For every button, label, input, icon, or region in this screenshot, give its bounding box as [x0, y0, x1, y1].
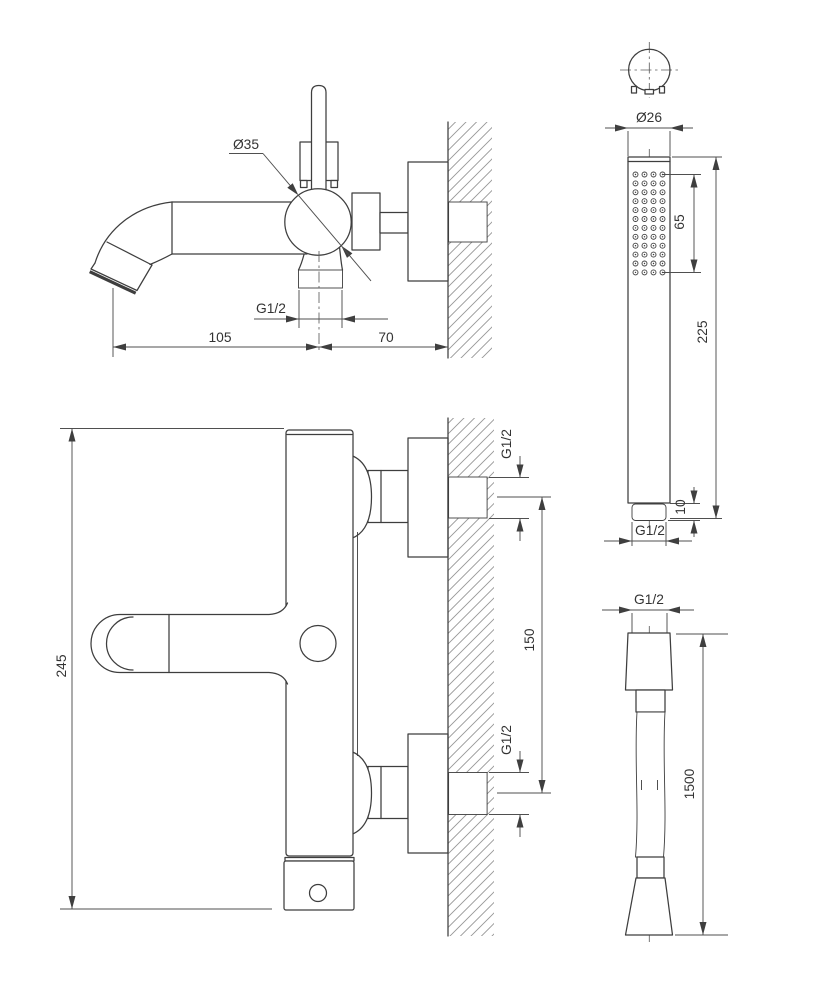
dim-label-245: 245	[54, 654, 69, 678]
dim-label-diameter-26: Ø26	[635, 110, 663, 125]
wall-flange-bottom	[408, 734, 448, 853]
dim-projection	[113, 288, 448, 357]
dim-label-hose-thread: G1/2	[634, 592, 664, 607]
handle-button	[300, 626, 336, 662]
dim-label-outlet-thread: G1/2	[256, 301, 286, 316]
dim-hose-thread	[602, 592, 694, 633]
handle-lever	[312, 86, 327, 191]
hand-shower-body	[628, 149, 670, 528]
body-bottom-cap	[284, 861, 354, 910]
wall-flange-top	[408, 438, 448, 557]
wall-section-side	[448, 122, 492, 358]
dim-label-105: 105	[208, 330, 232, 345]
hose-body	[626, 626, 673, 942]
dim-total-length	[670, 157, 722, 519]
dim-label-150: 150	[522, 628, 537, 652]
dim-label-diameter-35: Ø35	[232, 137, 260, 152]
dim-label-70: 70	[378, 330, 394, 345]
shower-hose-view	[602, 592, 728, 942]
hose-bottom-fitting	[626, 878, 673, 935]
hose-top-fitting	[626, 633, 673, 690]
dim-label-225: 225	[695, 320, 710, 344]
dim-hand-shower-thread	[604, 522, 692, 546]
dim-thread-top	[489, 429, 529, 541]
dim-label-thread-bottom: G1/2	[499, 725, 514, 755]
mixer-body	[91, 430, 358, 910]
dim-hose-length	[675, 634, 728, 935]
dim-thread-bottom	[489, 725, 529, 837]
mixer-handle	[91, 603, 288, 684]
dim-label-hs-thread: G1/2	[635, 523, 665, 538]
mixer-front-view	[54, 418, 551, 936]
dim-label-1500: 1500	[682, 768, 697, 800]
dim-thread-length	[668, 487, 700, 537]
dim-label-thread-top: G1/2	[499, 429, 514, 459]
dim-outlet-thread	[254, 290, 388, 328]
hand-shower-view	[604, 42, 722, 546]
hand-shower-top-view	[620, 42, 678, 98]
wall-flange-side	[408, 162, 448, 281]
dim-label-10: 10	[673, 499, 688, 515]
spout-side-view	[90, 86, 492, 359]
dim-label-65: 65	[672, 214, 687, 230]
